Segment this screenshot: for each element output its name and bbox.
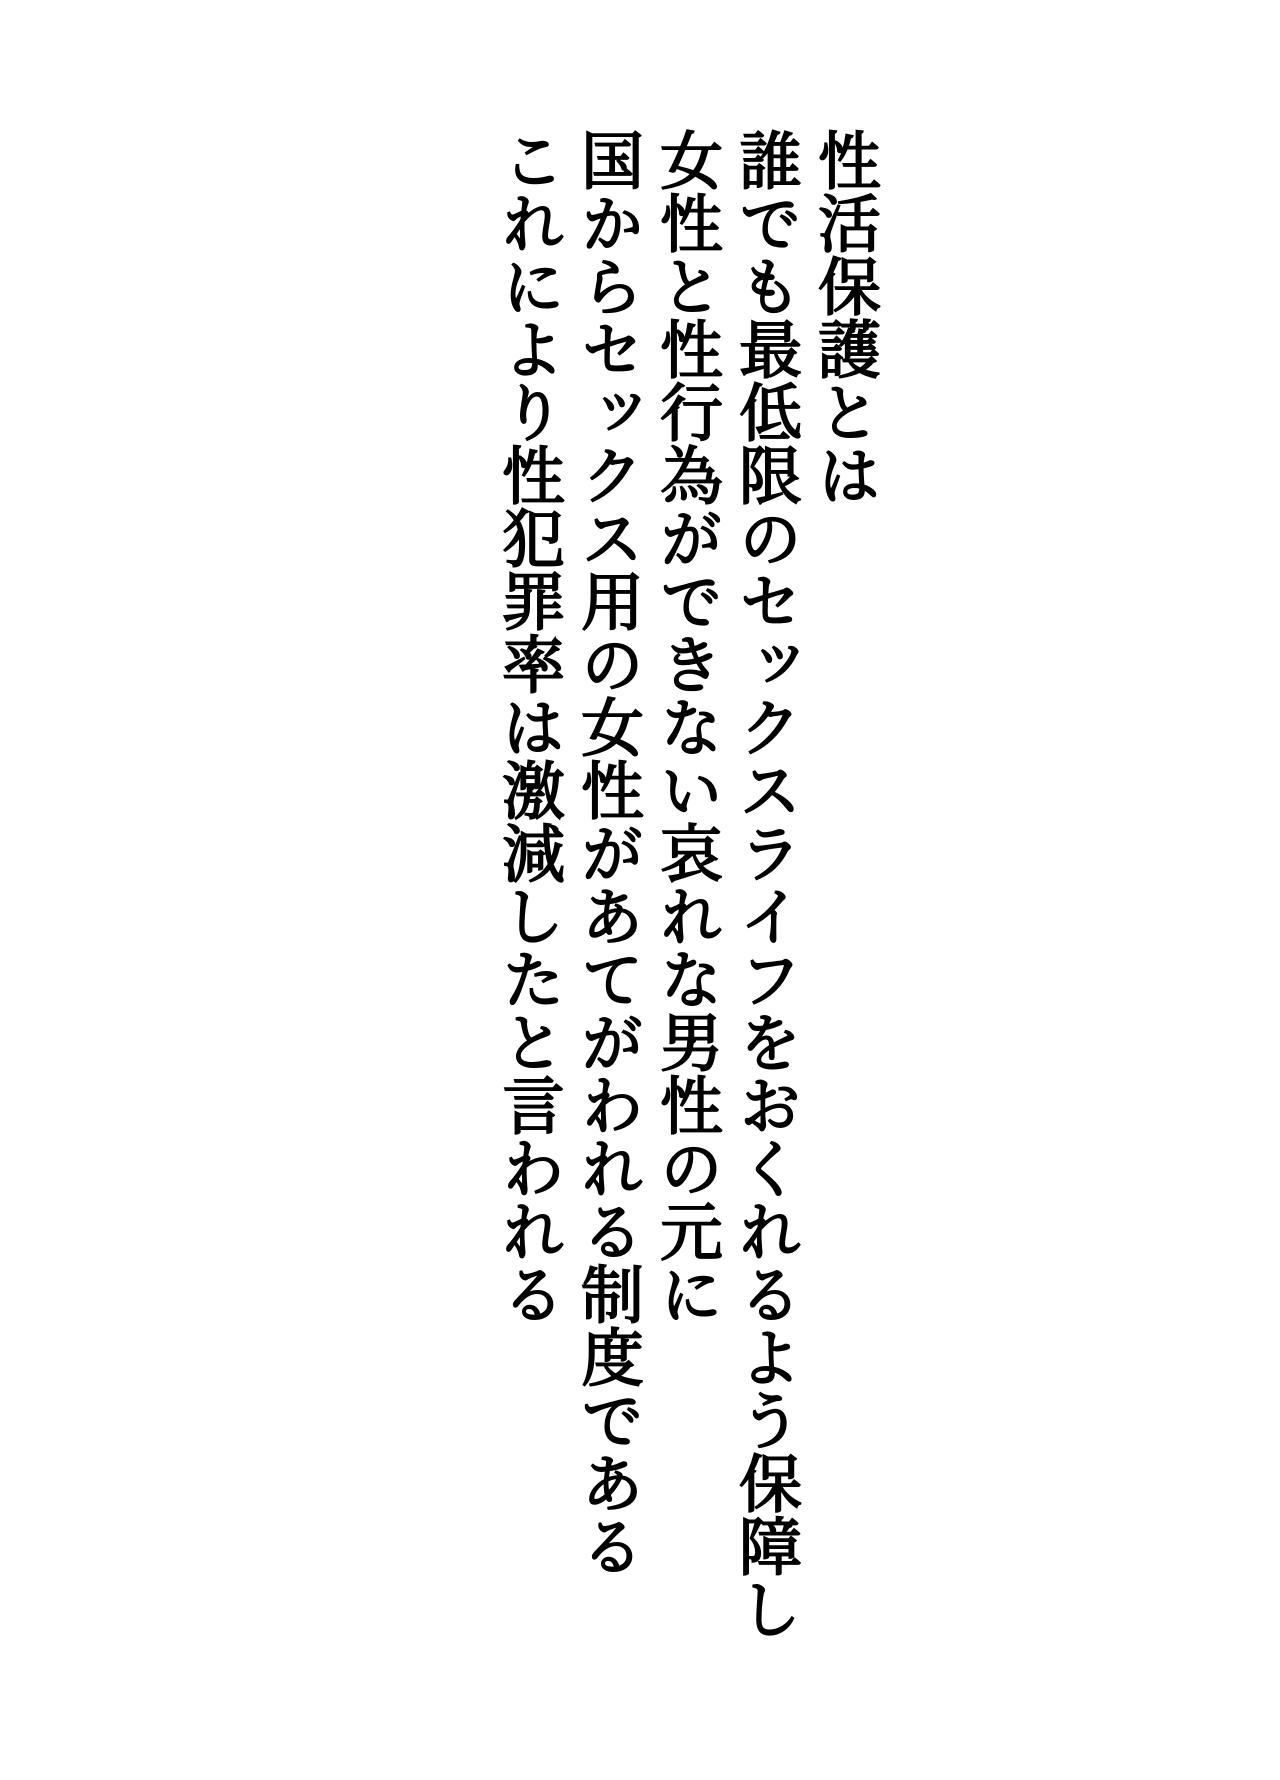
definition-line-3: 国からセックス用の女性があてがわれる制度である — [571, 128, 644, 1577]
document-title: 性活保護とは — [808, 128, 881, 506]
conclusion-line: これにより性犯罪率は激減したと言われる — [492, 128, 565, 1325]
vertical-text-block — [489, 128, 884, 1688]
definition-line-2: 女性と性行為ができない哀れな男性の元に — [650, 128, 723, 1325]
definition-line-1: 誰でも最低限のセックスライフをおくれるよう保障し — [729, 128, 802, 1640]
